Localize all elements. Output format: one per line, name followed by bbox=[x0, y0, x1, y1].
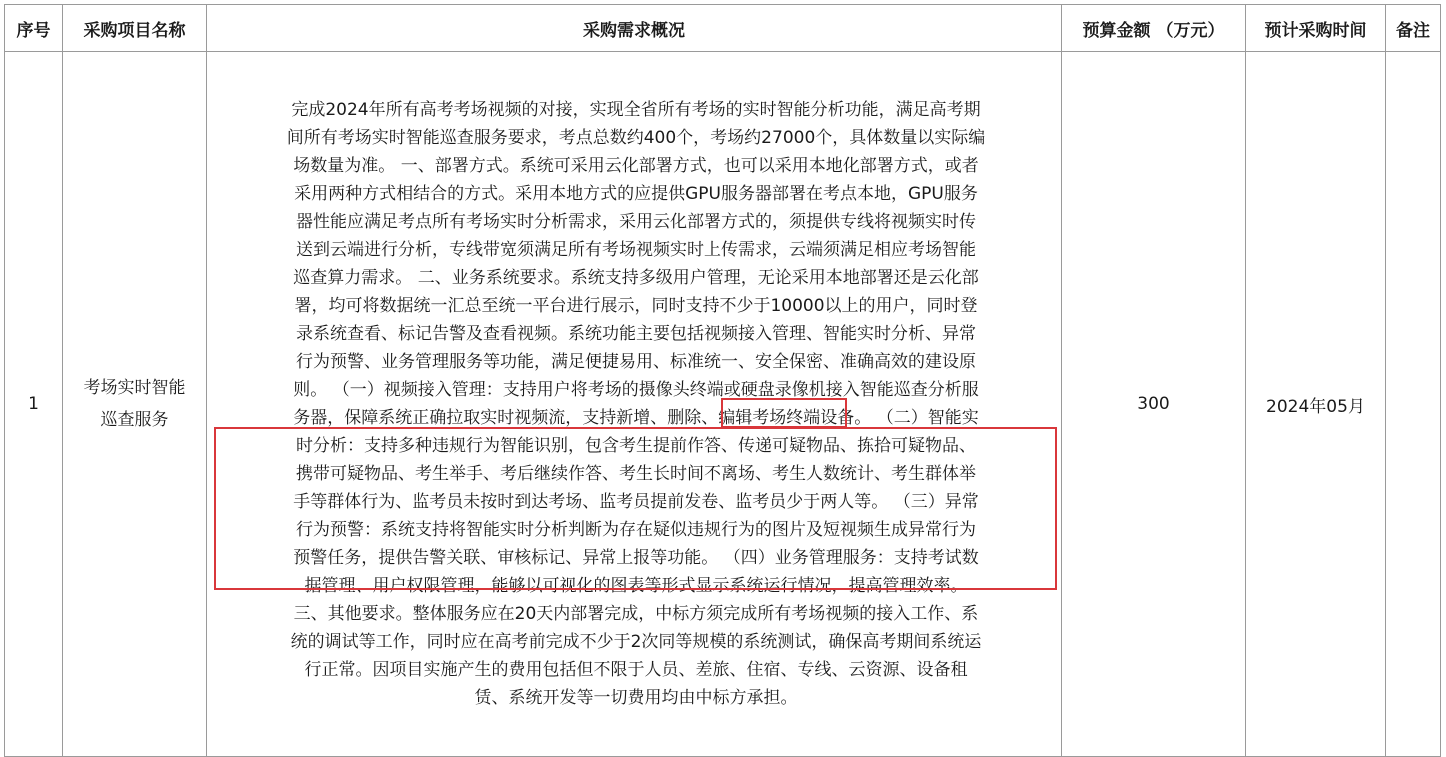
header-no: 序号 bbox=[5, 5, 63, 52]
requirement-line: 采用两种方式相结合的方式。采用本地方式的应提供GPU服务器部署在考点本地，GPU服务 bbox=[294, 184, 978, 204]
requirement-line: 预警任务，提供告警关联、审核标记、异常上报等功能。 （四）业务管理服务：支持考试数 bbox=[293, 548, 979, 568]
requirement-line: 行为预警、业务管理服务等功能，满足便捷易用、标准统一、安全保密、准确高效的建设原 bbox=[296, 352, 976, 372]
requirement-line: 送到云端进行分析，专线带宽须满足所有考场视频实时上传需求，云端须满足相应考场智能 bbox=[296, 240, 976, 260]
cell-requirement bbox=[207, 52, 1062, 757]
requirement-line: 务器，保障系统正确拉取实时视频流，支持新增、删除、编辑考场终端设备。 （二）智能实 bbox=[293, 408, 979, 428]
requirement-line: 行正常。因项目实施产生的费用包括但不限于人员、差旅、住宿、专线、云资源、设备租 bbox=[304, 660, 968, 680]
cell-no: 1 bbox=[5, 52, 63, 757]
requirement-line: 据管理、用户权限管理，能够以可视化的图表等形式显示系统运行情况，提高管理效率。 bbox=[304, 576, 968, 596]
header-project-name: 采购项目名称 bbox=[63, 5, 207, 52]
requirement-line: 行为预警：系统支持将智能实时分析判断为存在疑似违规行为的图片及短视频生成异常行为 bbox=[296, 520, 976, 540]
requirement-line: 署，均可将数据统一汇总至统一平台进行展示，同时支持不少于10000以上的用户，同时登 bbox=[294, 296, 978, 316]
requirement-line: 三、其他要求。整体服务应在20天内部署完成，中标方须完成所有考场视频的接入工作、系 bbox=[293, 604, 979, 624]
cell-budget: 300 bbox=[1062, 52, 1246, 757]
requirement-line: 巡查算力需求。 二、业务系统要求。系统支持多级用户管理，无论采用本地部署还是云化部 bbox=[293, 268, 979, 288]
procurement-table bbox=[4, 4, 1441, 757]
requirement-line: 器性能应满足考点所有考场实时分析需求，采用云化部署方式的，须提供专线将视频实时传 bbox=[296, 212, 976, 232]
project-name-line: 巡查服务 bbox=[100, 410, 169, 430]
cell-project-name bbox=[63, 52, 207, 757]
requirement-line: 场数量为准。 一、部署方式。系统可采用云化部署方式，也可以采用本地化部署方式，或者 bbox=[293, 156, 979, 176]
table-header-row bbox=[5, 5, 1441, 52]
header-time: 预计采购时间 bbox=[1246, 5, 1386, 52]
table-row bbox=[5, 52, 1441, 757]
cell-time: 2024年05月 bbox=[1246, 52, 1386, 757]
requirement-line: 赁、系统开发等一切费用均由中标方承担。 bbox=[474, 688, 798, 708]
header-budget: 预算金额 （万元） bbox=[1062, 5, 1246, 52]
header-requirement: 采购需求概况 bbox=[207, 5, 1062, 52]
requirement-line: 手等群体行为、监考员未按时到达考场、监考员提前发卷、监考员少于两人等。 （三）异常 bbox=[293, 492, 979, 512]
requirement-line: 间所有考场实时智能巡查服务要求，考点总数约400个，考场约27000个，具体数量以实际编 bbox=[286, 128, 986, 148]
project-name-line: 考场实时智能 bbox=[83, 378, 186, 398]
requirement-line: 完成2024年所有高考考场视频的对接，实现全省所有考场的实时智能分析功能，满足高考期 bbox=[291, 100, 981, 120]
header-remark: 备注 bbox=[1386, 5, 1441, 52]
requirement-line: 则。 （一）视频接入管理：支持用户将考场的摄像头终端或硬盘录像机接入智能巡查分析服 bbox=[293, 380, 979, 400]
requirement-line: 统的调试等工作，同时应在高考前完成不少于2次同等规模的系统测试，确保高考期间系统运 bbox=[290, 632, 982, 652]
cell-remark bbox=[1386, 52, 1441, 757]
requirement-line: 携带可疑物品、考生举手、考后继续作答、考生长时间不离场、考生人数统计、考生群体举 bbox=[296, 464, 976, 484]
requirement-line: 录系统查看、标记告警及查看视频。系统功能主要包括视频接入管理、智能实时分析、异常 bbox=[296, 324, 976, 344]
requirement-line: 时分析：支持多种违规行为智能识别，包含考生提前作答、传递可疑物品、拣拾可疑物品、 bbox=[296, 436, 976, 456]
